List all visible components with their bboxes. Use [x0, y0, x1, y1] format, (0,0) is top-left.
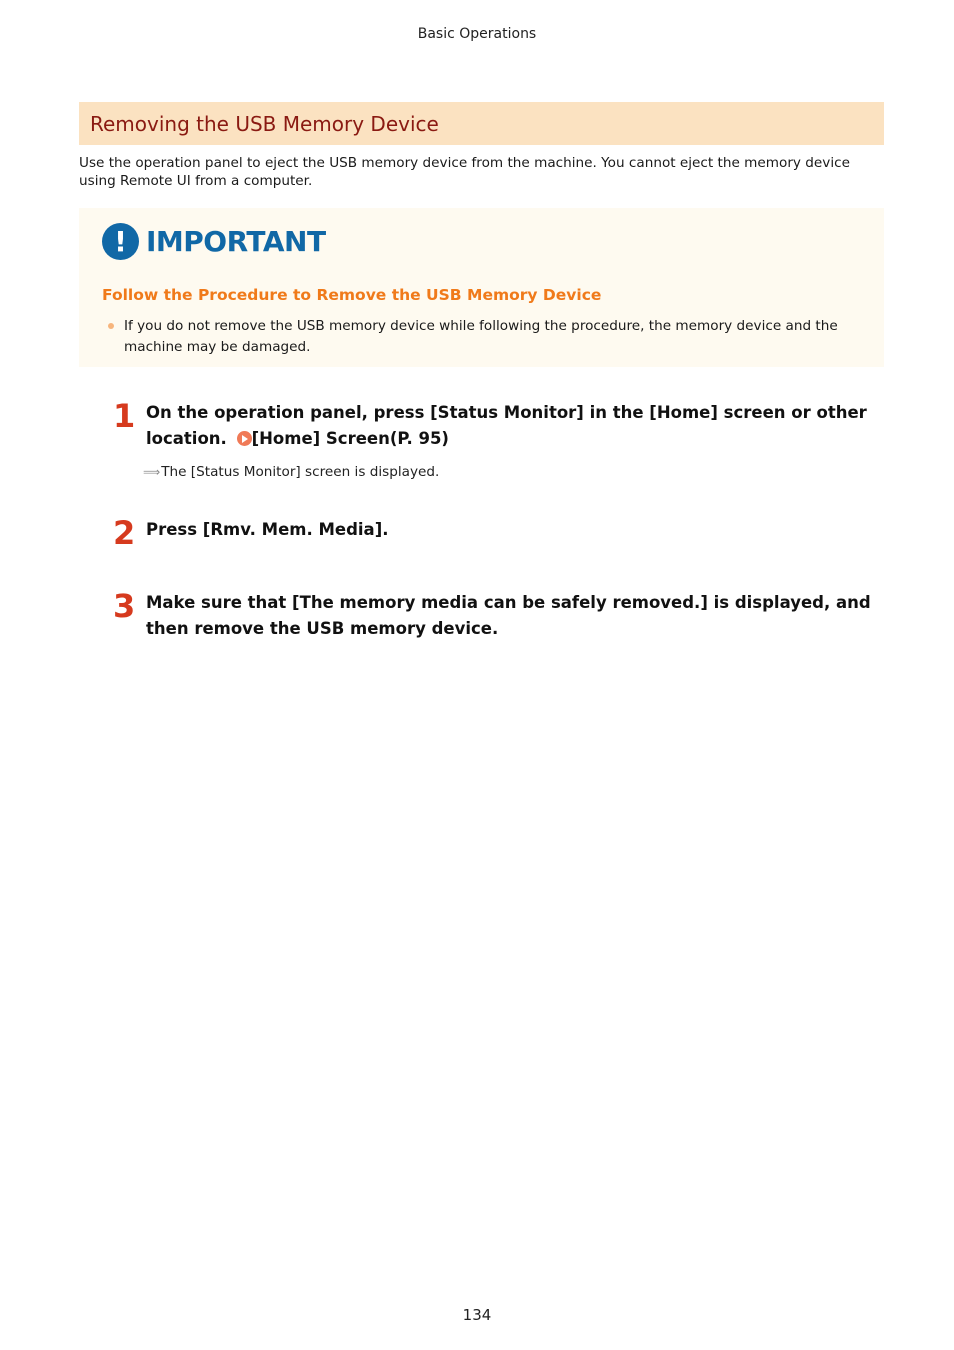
section-title: Removing the USB Memory Device — [90, 111, 439, 136]
step-number: 2 — [113, 514, 136, 552]
page-number: 134 — [462, 1306, 492, 1324]
step-text — [146, 400, 876, 452]
step-number: 3 — [113, 587, 136, 625]
important-bullet — [102, 316, 862, 358]
link-arrow-icon[interactable] — [237, 431, 252, 446]
step-result — [143, 464, 439, 480]
important-notice — [79, 208, 884, 367]
step-3 — [113, 587, 883, 650]
step-number: 1 — [113, 397, 136, 435]
home-screen-link[interactable]: [Home] Screen(P. 95) — [251, 429, 449, 448]
step-result-text: The [Status Monitor] screen is displayed. — [161, 464, 440, 480]
section-intro: Use the operation panel to eject the USB memory device from the machine. You cannot eject the memory device using Remote UI from a computer. — [79, 155, 850, 189]
step-text: Make sure that [The memory media can be safely removed.] is displayed, and then remove the USB memory device. — [146, 593, 871, 638]
running-header: Basic Operations — [417, 26, 537, 42]
step-text: Press [Rmv. Mem. Media]. — [146, 520, 389, 539]
important-subheading: Follow the Procedure to Remove the USB Memory Device — [102, 286, 602, 304]
result-arrow-icon: ⟹ — [143, 465, 159, 479]
bullet-dot-icon — [108, 323, 114, 329]
important-bullet-text: If you do not remove the USB memory device while following the procedure, the memory device and the machine may be damaged. — [124, 318, 838, 355]
step-1 — [113, 397, 883, 490]
exclamation-circle-icon: ! — [102, 223, 139, 260]
important-label: IMPORTANT — [146, 225, 326, 258]
step-instruction: On the operation panel, press [Status Monitor] in the [Home] screen or other location. — [146, 403, 867, 448]
step-2 — [113, 514, 883, 557]
section-heading-band — [79, 102, 884, 145]
